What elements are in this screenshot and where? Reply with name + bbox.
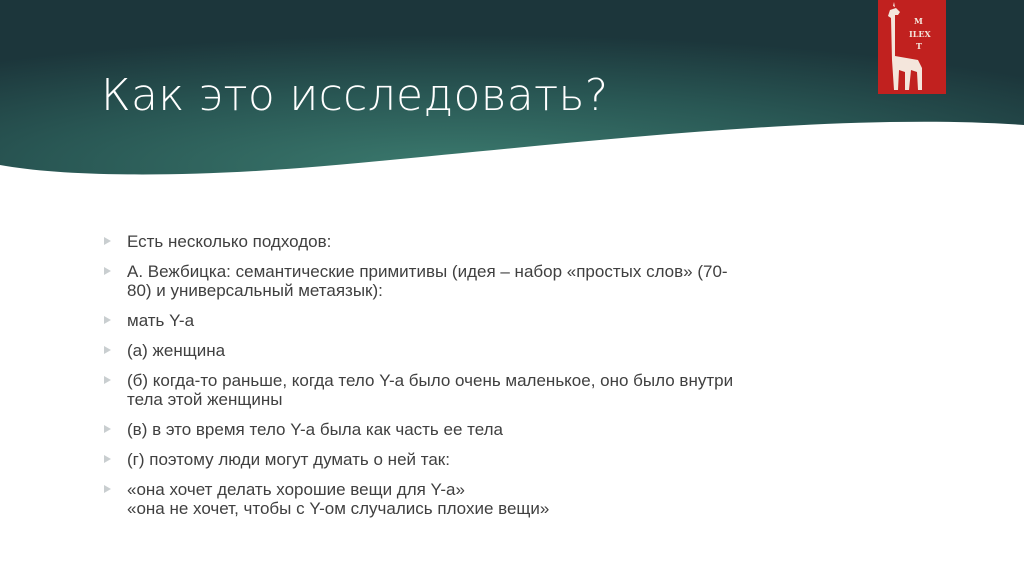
bullet-text: А. Вежбицка: семантические примитивы (идея – набор «простых слов» (70- bbox=[127, 262, 728, 281]
bullet-item bbox=[104, 480, 864, 518]
bullet-item bbox=[104, 341, 864, 360]
bullet-text: (б) когда-то раньше, когда тело Y-a было очень маленькое, оно было внутри bbox=[127, 371, 734, 390]
logo-letters-ilex: ILEX bbox=[909, 29, 931, 39]
logo-letter-m: M bbox=[914, 16, 923, 26]
bullet-arrow-icon bbox=[104, 267, 111, 275]
bullet-text: (в) в это время тело Y-a была как часть ее тела bbox=[127, 420, 504, 439]
bullet-arrow-icon bbox=[104, 316, 111, 324]
bullet-arrow-icon bbox=[104, 346, 111, 354]
bullet-text: «она не хочет, чтобы с Y-ом случались плохие вещи» bbox=[127, 499, 550, 518]
bullet-text: тела этой женщины bbox=[127, 390, 283, 409]
bullet-list bbox=[104, 232, 864, 529]
bullet-item bbox=[104, 450, 864, 469]
bullet-text: Есть несколько подходов: bbox=[127, 232, 332, 251]
bullet-arrow-icon bbox=[104, 485, 111, 493]
bullet-text: 80) и универсальный метаязык): bbox=[127, 281, 383, 300]
brand-logo bbox=[878, 0, 946, 94]
bullet-text: «она хочет делать хорошие вещи для Y-a» bbox=[127, 480, 465, 499]
bullet-arrow-icon bbox=[104, 455, 111, 463]
logo-letter-t: T bbox=[916, 41, 922, 51]
bullet-item bbox=[104, 311, 864, 330]
giraffe-icon bbox=[878, 0, 946, 94]
slide-title: Как это исследовать? bbox=[101, 70, 609, 121]
bullet-text: мать Y-a bbox=[127, 311, 195, 330]
bullet-arrow-icon bbox=[104, 237, 111, 245]
bullet-item bbox=[104, 420, 864, 439]
bullet-item bbox=[104, 232, 864, 251]
bullet-item bbox=[104, 371, 864, 409]
bullet-text: (г) поэтому люди могут думать о ней так: bbox=[127, 450, 450, 469]
bullet-text: (а) женщина bbox=[127, 341, 226, 360]
bullet-arrow-icon bbox=[104, 376, 111, 384]
bullet-item bbox=[104, 262, 864, 300]
bullet-arrow-icon bbox=[104, 425, 111, 433]
